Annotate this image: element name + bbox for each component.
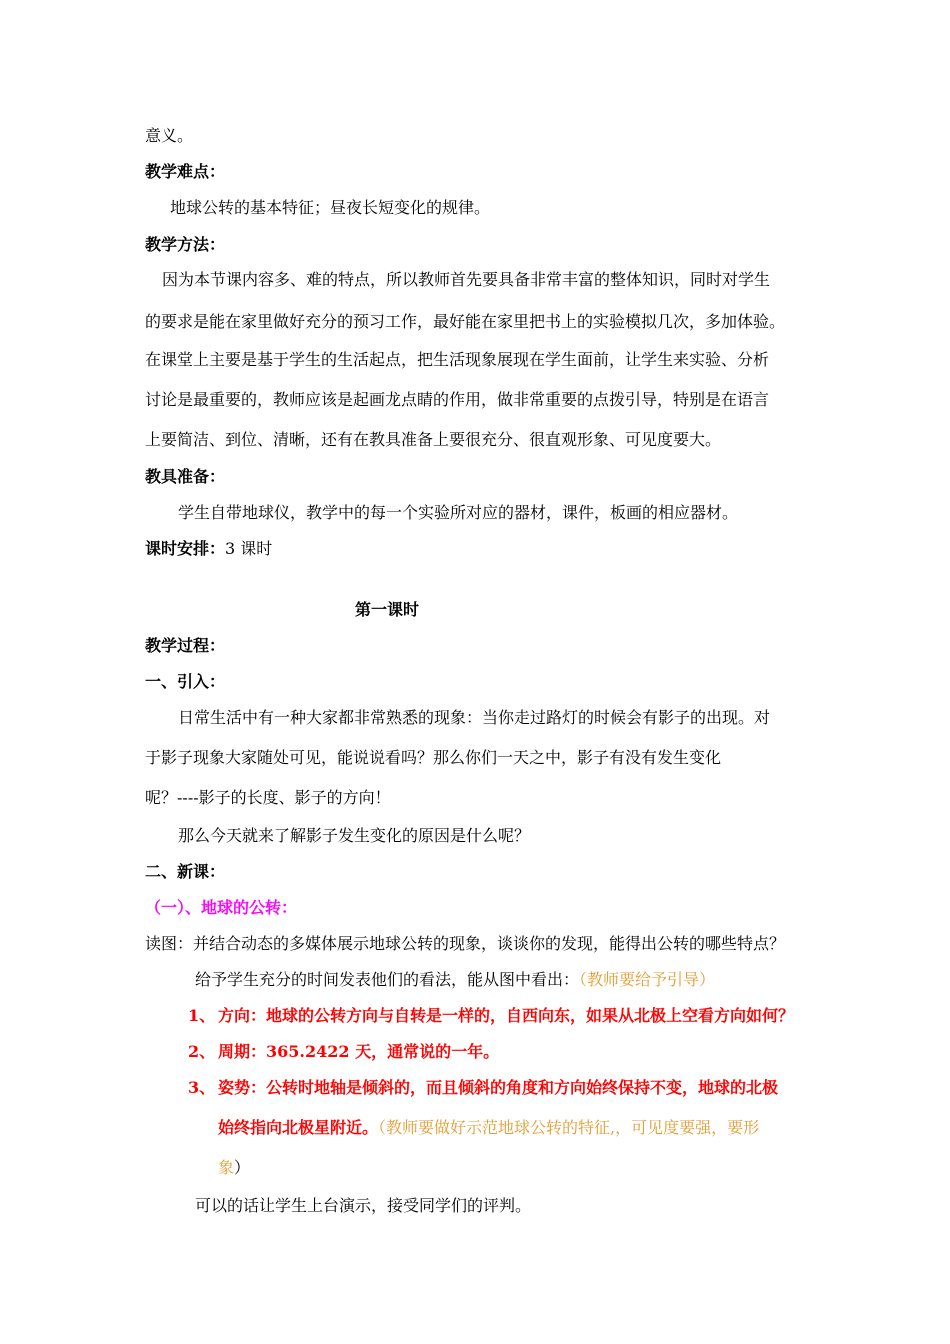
- feature-item: [188, 1078, 778, 1098]
- feature-item: [188, 1042, 499, 1062]
- intro-line: 于影子现象大家随处可见，能说说看吗？那么你们一天之中，影子有没有发生变化: [145, 748, 722, 767]
- feature-text: 周期：365.2422 天，通常说的一年。: [218, 1042, 500, 1061]
- feature-text-continued: 始终指向北极星附近。: [218, 1118, 379, 1137]
- schedule-value: 3 课时: [225, 539, 273, 558]
- intro-line: 呢？----影子的长度、影子的方向！: [145, 788, 391, 807]
- methods-line: 讨论是最重要的，教师应该是起画龙点睛的作用，做非常重要的点拨引导，特别是在语言: [145, 390, 770, 409]
- schedule-line: [145, 539, 272, 559]
- discussion-line: [195, 970, 715, 990]
- tools-heading: 教具准备：: [145, 467, 226, 486]
- methods-line: 因为本节课内容多、难的特点，所以教师首先要具备非常丰富的整体知识，同时对学生: [162, 270, 771, 289]
- feature-number: 2、: [188, 1042, 216, 1061]
- schedule-heading: 课时安排：: [145, 539, 226, 558]
- difficulties-heading: 教学难点：: [145, 162, 226, 181]
- teacher-note-end: 象: [218, 1158, 235, 1177]
- intro-heading: 一、引入：: [145, 672, 226, 691]
- intro-line: 那么今天就来了解影子发生变化的原因是什么呢？: [178, 826, 531, 845]
- tools-text: 学生自带地球仪，教学中的每一个实验所对应的器材，课件，板画的相应器材。: [178, 503, 739, 522]
- closing-paren: ）: [234, 1158, 251, 1177]
- methods-heading: 教学方法：: [145, 235, 226, 254]
- new-lesson-heading: 二、新课：: [145, 862, 226, 881]
- reading-instruction: 读图：并结合动态的多媒体展示地球公转的现象，谈谈你的发现，能得出公转的哪些特点？: [145, 934, 786, 953]
- methods-line: 在课堂上主要是基于学生的生活起点，把生活现象展现在学生面前，让学生来实验、分析: [145, 350, 770, 369]
- feature-item: [188, 1006, 794, 1026]
- feature-note-end: [218, 1158, 250, 1178]
- teacher-note: （教师要给予引导）: [579, 970, 716, 989]
- feature-number: 3、: [188, 1078, 216, 1097]
- feature-continuation: [218, 1118, 759, 1138]
- methods-line: 上要简洁、到位、清晰，还有在教具准备上要很充分、很直观形象、可见度要大。: [145, 430, 722, 449]
- process-heading: 教学过程：: [145, 636, 226, 655]
- intro-line: 日常生活中有一种大家都非常熟悉的现象：当你走过路灯的时候会有影子的出现。对: [178, 708, 771, 727]
- methods-line: 的要求是能在家里做好充分的预习工作，最好能在家里把书上的实验模拟几次，多加体验。: [145, 312, 786, 331]
- feature-text: 方向：地球的公转方向与自转是一样的，自西向东，如果从北极上空看方向如何？: [218, 1006, 795, 1025]
- intro-tail-text: 意义。: [145, 126, 194, 145]
- earth-revolution-subheading: （一）、地球的公转：: [145, 898, 298, 917]
- feature-text: 姿势：公转时地轴是倾斜的，而且倾斜的角度和方向始终保持不变，地球的北极: [218, 1078, 779, 1097]
- closing-text: 可以的话让学生上台演示，接受同学们的评判。: [195, 1196, 532, 1215]
- teacher-note: （教师要做好示范地球公转的特征,，可见度要强，要形: [378, 1118, 760, 1137]
- difficulties-text: 地球公转的基本特征；昼夜长短变化的规律。: [170, 198, 491, 217]
- lesson-title: 第一课时: [355, 600, 420, 619]
- feature-number: 1、: [188, 1006, 216, 1025]
- discussion-text: 给予学生充分的时间发表他们的看法，能从图中看出：: [195, 970, 580, 989]
